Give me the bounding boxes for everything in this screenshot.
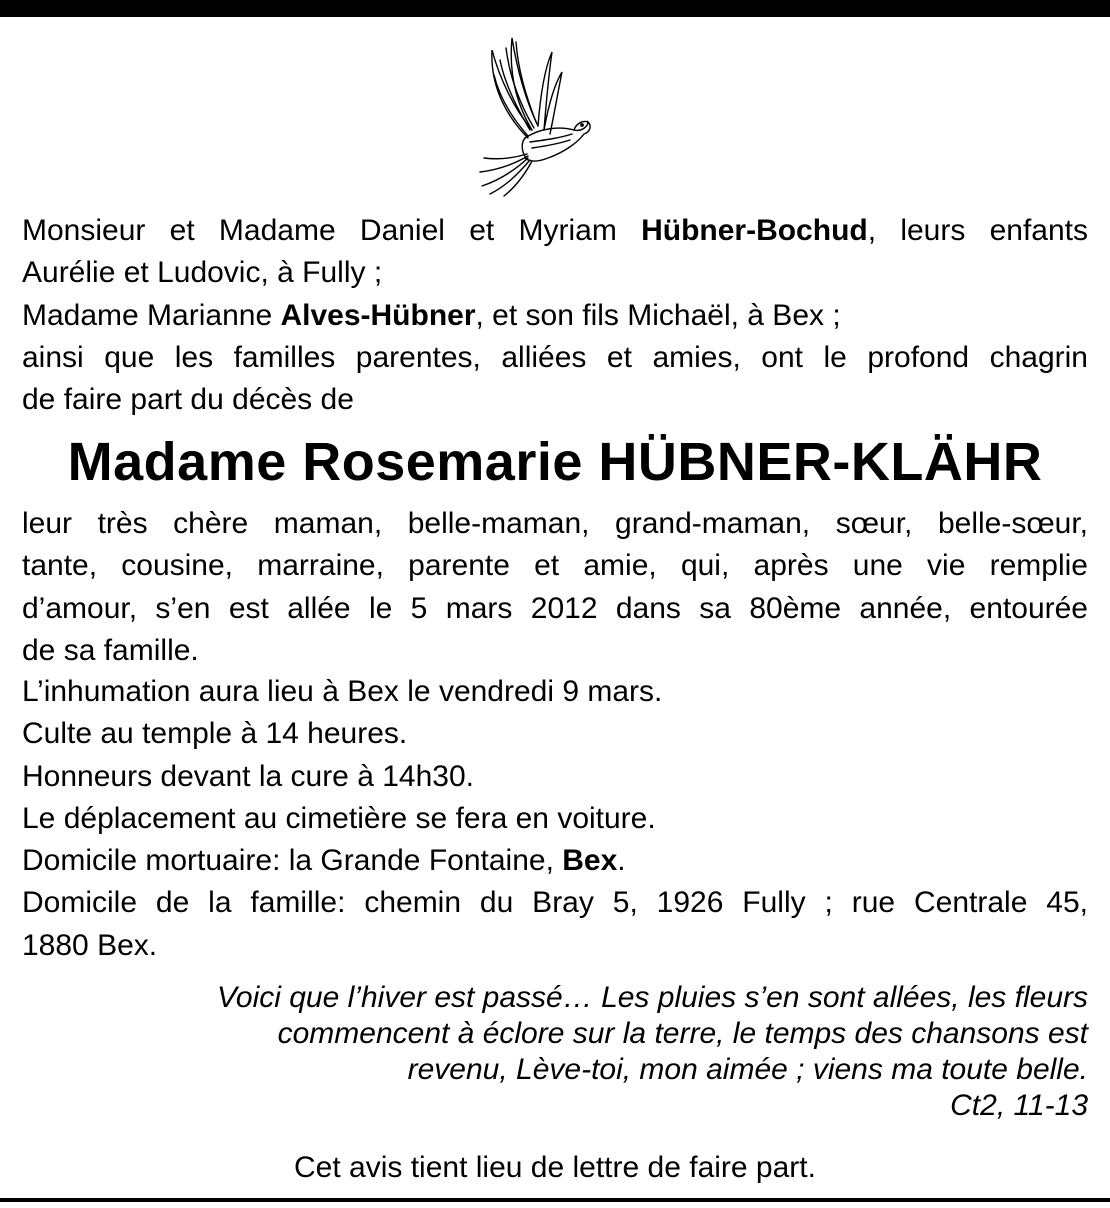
detail-line: Domicile de la famille: chemin du Bray 5, 1926 Fully ; rue Centrale 45, xyxy=(22,886,1088,920)
text: Domicile mortuaire: la Grande Fontaine, xyxy=(22,844,563,878)
body-line: d’amour, s’en est allée le 5 mars 2012 dans sa 80ème année, entourée xyxy=(22,591,1088,625)
bottom-rule xyxy=(0,1198,1110,1202)
bible-verse xyxy=(22,980,1088,1124)
announcement-line: ainsi que les familles parentes, alliées et amies, ont le profond chagrin xyxy=(22,340,1088,374)
family-announcement xyxy=(22,210,1088,421)
body-line: de sa famille. xyxy=(22,633,199,667)
top-rule xyxy=(0,0,1110,17)
deceased-name: Madame Rosemarie HÜBNER-KLÄHR xyxy=(67,432,1043,492)
announcement-line: Aurélie et Ludovic, à Fully ; xyxy=(22,256,383,290)
text: Monsieur et Madame Daniel et Myriam xyxy=(22,214,642,247)
text: , et son fils Michaël, à Bex ; xyxy=(475,298,841,332)
footer-note: Cet avis tient lieu de lettre de faire part. xyxy=(294,1151,816,1184)
ceremony-details xyxy=(22,671,1088,967)
family-name: Alves-Hübner xyxy=(280,298,476,332)
family-name: Hübner-Bochud xyxy=(641,214,868,247)
verse-line: commencent à éclore sur la terre, le temps des chansons est xyxy=(277,1017,1088,1050)
announcement-line xyxy=(22,295,1088,337)
text: Madame Marianne xyxy=(22,298,281,332)
detail-line: Culte au temple à 14 heures. xyxy=(22,717,408,751)
dove-icon xyxy=(470,30,595,200)
detail-line: Honneurs devant la cure à 14h30. xyxy=(22,759,474,793)
announcement-line xyxy=(22,210,1088,252)
verse-line: revenu, Lève-toi, mon aimée ; viens ma toute belle. xyxy=(407,1053,1088,1086)
place-name: Bex xyxy=(562,844,618,878)
body-line: leur très chère maman, belle-maman, grand-maman, sœur, belle-sœur, xyxy=(22,507,1088,540)
detail-line: Le déplacement au cimetière se fera en voiture. xyxy=(22,801,656,835)
detail-line: 1880 Bex. xyxy=(22,928,158,962)
obituary-body xyxy=(22,503,1088,672)
detail-line xyxy=(22,840,1088,882)
verse-reference: Ct2, 11-13 xyxy=(950,1089,1088,1122)
detail-line: L’inhumation aura lieu à Bex le vendredi 9 mars. xyxy=(22,675,663,708)
text: , leurs enfants xyxy=(867,214,1089,247)
body-line: tante, cousine, marraine, parente et amie, qui, après une vie remplie xyxy=(22,549,1088,583)
verse-line: Voici que l’hiver est passé… Les pluies s’en sont allées, les fleurs xyxy=(217,981,1088,1014)
text: . xyxy=(617,844,626,878)
announcement-line: de faire part du décès de xyxy=(22,383,354,417)
